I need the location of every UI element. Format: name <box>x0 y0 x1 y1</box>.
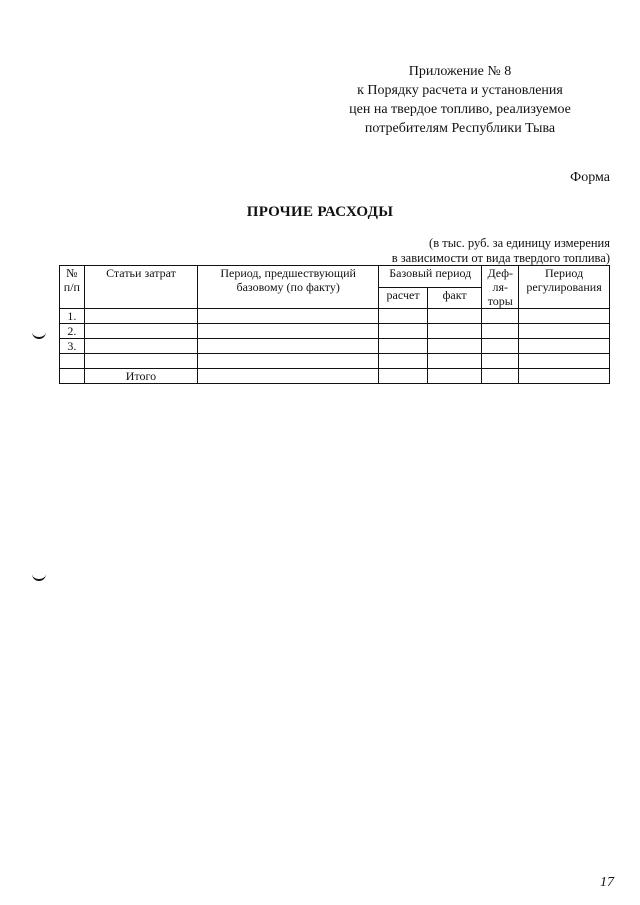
page-number: 17 <box>600 875 614 890</box>
row-item <box>84 339 197 354</box>
row-cell <box>379 354 428 369</box>
row-cell <box>519 339 610 354</box>
header-base-fact: факт <box>427 287 481 309</box>
row-item-total: Итого <box>84 369 197 384</box>
header-item: Статьи затрат <box>84 266 197 309</box>
header-base-period: Базовый период <box>379 266 482 288</box>
table-row-total <box>60 369 610 384</box>
row-cell <box>482 339 519 354</box>
units-line-2: в зависимости от вида твердого топлива) <box>391 251 610 265</box>
row-cell <box>379 339 428 354</box>
expenses-table <box>59 265 610 384</box>
row-cell <box>519 354 610 369</box>
row-cell <box>379 369 428 384</box>
row-cell <box>427 309 481 324</box>
table-header-row <box>60 266 610 288</box>
margin-mark <box>32 572 46 581</box>
row-cell <box>482 354 519 369</box>
row-cell <box>198 324 379 339</box>
row-cell <box>482 324 519 339</box>
row-num <box>60 354 85 369</box>
table-row <box>60 354 610 369</box>
header-num: № п/п <box>60 266 85 309</box>
row-cell <box>198 369 379 384</box>
appendix-line-4: потребителям Республики Тыва <box>364 121 556 136</box>
appendix-line-1: Приложение № 8 <box>408 64 512 79</box>
row-cell <box>198 309 379 324</box>
row-item <box>84 324 197 339</box>
table-row <box>60 309 610 324</box>
header-prev-period: Период, предшествующий базовому (по факту) <box>198 266 379 309</box>
margin-mark <box>32 330 46 339</box>
row-num <box>60 369 85 384</box>
units-note <box>392 236 610 266</box>
page-title: ПРОЧИЕ РАСХОДЫ <box>246 204 394 220</box>
header-deflators: Деф-ля-торы <box>482 266 519 309</box>
table-row <box>60 339 610 354</box>
appendix-block <box>330 62 590 138</box>
header-reg-period: Период регулирования <box>519 266 610 309</box>
units-line-1: (в тыс. руб. за единицу измерения <box>429 236 610 250</box>
row-num: 3. <box>60 339 85 354</box>
appendix-line-2: к Порядку расчета и установления <box>357 83 563 98</box>
header-base-calc: расчет <box>379 287 428 309</box>
row-cell <box>519 309 610 324</box>
row-cell <box>379 309 428 324</box>
table-row <box>60 324 610 339</box>
row-cell <box>427 339 481 354</box>
row-cell <box>198 339 379 354</box>
appendix-line-3: цен на твердое топливо, реализуемое <box>349 102 571 117</box>
row-cell <box>379 324 428 339</box>
row-cell <box>427 354 481 369</box>
row-cell <box>427 324 481 339</box>
row-cell <box>482 369 519 384</box>
row-num: 1. <box>60 309 85 324</box>
row-item <box>84 354 197 369</box>
row-cell <box>198 354 379 369</box>
row-cell <box>427 369 481 384</box>
form-label: Форма <box>570 170 610 185</box>
row-cell <box>519 369 610 384</box>
row-item <box>84 309 197 324</box>
row-num: 2. <box>60 324 85 339</box>
row-cell <box>482 309 519 324</box>
row-cell <box>519 324 610 339</box>
